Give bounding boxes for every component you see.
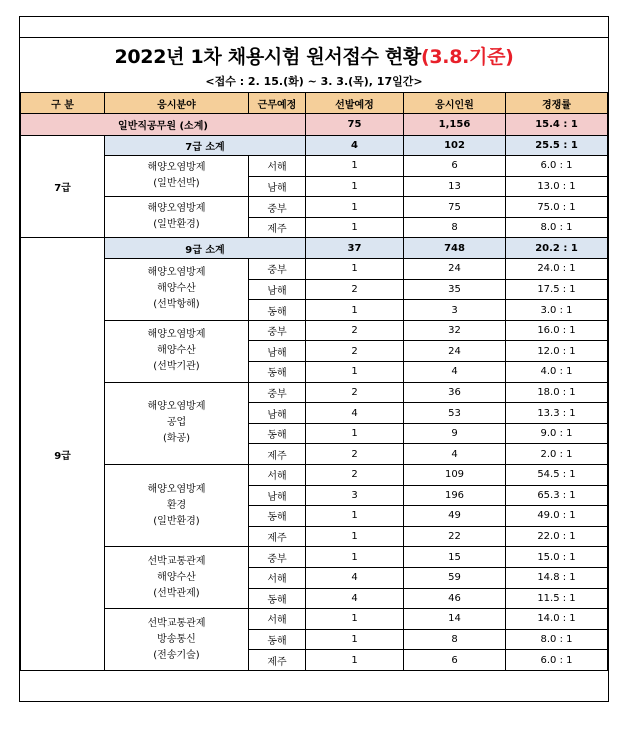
field-name-line: (일반환경) <box>153 515 200 527</box>
applicants-cell: 15 <box>404 547 506 568</box>
quota-cell: 2 <box>306 444 404 465</box>
applicants-cell: 8 <box>404 217 506 238</box>
region-cell: 동해 <box>249 362 306 383</box>
quota-cell: 1 <box>306 259 404 280</box>
table-row <box>21 259 608 280</box>
field-name-line: (화공) <box>162 433 191 445</box>
table-row <box>21 197 608 218</box>
total-quota: 75 <box>306 114 404 136</box>
applicants-cell: 49 <box>404 506 506 527</box>
ratio-cell: 8.0 : 1 <box>506 217 608 238</box>
applicants-cell: 14 <box>404 609 506 630</box>
grade7-subtotal-applicants: 102 <box>404 135 506 156</box>
quota-cell: 1 <box>306 609 404 630</box>
quota-cell: 1 <box>306 650 404 671</box>
ratio-cell: 13.0 : 1 <box>506 176 608 197</box>
field-name-line: (선박관제) <box>153 587 200 599</box>
grade9-subtotal-applicants: 748 <box>404 238 506 259</box>
field-name-line: 방송통신 <box>157 633 196 645</box>
applicants-cell: 3 <box>404 300 506 321</box>
ratio-cell: 8.0 : 1 <box>506 629 608 650</box>
field-name-line: (전송기술) <box>153 649 200 661</box>
grade9-subtotal-quota: 37 <box>306 238 404 259</box>
grade7-subtotal-ratio: 25.5 : 1 <box>506 135 608 156</box>
quota-cell: 1 <box>306 156 404 177</box>
region-cell: 제주 <box>249 217 306 238</box>
table-row <box>21 609 608 630</box>
grade9-label: 9급 <box>21 238 105 670</box>
applicants-cell: 35 <box>404 279 506 300</box>
field-name-cell <box>105 547 249 609</box>
ratio-cell: 24.0 : 1 <box>506 259 608 280</box>
ratio-cell: 22.0 : 1 <box>506 526 608 547</box>
region-cell: 동해 <box>249 629 306 650</box>
field-name-line: 선박교통관제 <box>147 555 206 567</box>
field-name-cell <box>105 320 249 382</box>
field-name-line: 해양오염방제 <box>147 162 206 174</box>
grade7-subtotal-quota: 4 <box>306 135 404 156</box>
field-name-cell <box>105 382 249 464</box>
field-name-line: (선박항해) <box>153 299 200 311</box>
field-name-line: 선박교통관제 <box>147 617 206 629</box>
field-name-line: (선박기관) <box>153 361 200 373</box>
applicants-cell: 59 <box>404 567 506 588</box>
region-cell: 남해 <box>249 341 306 362</box>
header-quota: 선발예정 <box>306 93 404 114</box>
region-cell: 동해 <box>249 423 306 444</box>
field-name-cell <box>105 259 249 321</box>
header-ratio: 경쟁률 <box>506 93 608 114</box>
quota-cell: 2 <box>306 320 404 341</box>
field-name-line: 해양오염방제 <box>147 401 206 413</box>
region-cell: 중부 <box>249 382 306 403</box>
applicants-cell: 75 <box>404 197 506 218</box>
grade9-subtotal-label: 9급 소계 <box>105 238 306 259</box>
ratio-cell: 11.5 : 1 <box>506 588 608 609</box>
ratio-cell: 6.0 : 1 <box>506 156 608 177</box>
region-cell: 중부 <box>249 197 306 218</box>
region-cell: 남해 <box>249 485 306 506</box>
ratio-cell: 3.0 : 1 <box>506 300 608 321</box>
applicants-cell: 4 <box>404 444 506 465</box>
field-name-cell <box>105 197 249 238</box>
quota-cell: 2 <box>306 279 404 300</box>
total-applicants: 1,156 <box>404 114 506 136</box>
region-cell: 서해 <box>249 609 306 630</box>
quota-cell: 4 <box>306 588 404 609</box>
field-name-line: 환경 <box>166 499 187 511</box>
region-cell: 제주 <box>249 526 306 547</box>
quota-cell: 1 <box>306 362 404 383</box>
ratio-cell: 6.0 : 1 <box>506 650 608 671</box>
quota-cell: 4 <box>306 403 404 424</box>
total-row <box>21 114 608 136</box>
region-cell: 중부 <box>249 320 306 341</box>
quota-cell: 2 <box>306 382 404 403</box>
field-name-cell <box>105 465 249 547</box>
quota-cell: 2 <box>306 341 404 362</box>
applicants-cell: 36 <box>404 382 506 403</box>
applicants-cell: 8 <box>404 629 506 650</box>
ratio-cell: 15.0 : 1 <box>506 547 608 568</box>
grade9-subtotal-row <box>21 238 608 259</box>
ratio-cell: 14.8 : 1 <box>506 567 608 588</box>
quota-cell: 1 <box>306 176 404 197</box>
grade7-subtotal-label: 7급 소계 <box>105 135 306 156</box>
field-name-cell <box>105 609 249 671</box>
quota-cell: 1 <box>306 547 404 568</box>
document-frame <box>19 16 609 702</box>
region-cell: 중부 <box>249 259 306 280</box>
field-name-line: 해양수산 <box>157 571 196 583</box>
ratio-cell: 54.5 : 1 <box>506 465 608 486</box>
quota-cell: 4 <box>306 567 404 588</box>
grade7-subtotal-row <box>21 135 608 156</box>
field-name-line: (일반선박) <box>153 178 200 190</box>
applicants-cell: 4 <box>404 362 506 383</box>
header-workplace: 근무예정 <box>249 93 306 114</box>
ratio-cell: 18.0 : 1 <box>506 382 608 403</box>
grade9-subtotal-ratio: 20.2 : 1 <box>506 238 608 259</box>
applicants-cell: 6 <box>404 650 506 671</box>
total-ratio: 15.4 : 1 <box>506 114 608 136</box>
field-name-line: (일반환경) <box>153 219 200 231</box>
quota-cell: 1 <box>306 217 404 238</box>
applicants-cell: 32 <box>404 320 506 341</box>
applicants-cell: 9 <box>404 423 506 444</box>
top-margin-row <box>20 17 608 38</box>
ratio-cell: 9.0 : 1 <box>506 423 608 444</box>
region-cell: 제주 <box>249 444 306 465</box>
total-label: 일반직공무원 (소계) <box>21 114 306 136</box>
region-cell: 동해 <box>249 506 306 527</box>
field-name-line: 해양오염방제 <box>147 203 206 215</box>
quota-cell: 1 <box>306 423 404 444</box>
table-row <box>21 547 608 568</box>
title-date-highlight: (3.8.기준) <box>420 46 514 68</box>
quota-cell: 2 <box>306 465 404 486</box>
region-cell: 서해 <box>249 567 306 588</box>
ratio-cell: 75.0 : 1 <box>506 197 608 218</box>
ratio-cell: 17.5 : 1 <box>506 279 608 300</box>
ratio-cell: 4.0 : 1 <box>506 362 608 383</box>
ratio-cell: 2.0 : 1 <box>506 444 608 465</box>
quota-cell: 1 <box>306 526 404 547</box>
applicants-cell: 13 <box>404 176 506 197</box>
applicants-cell: 24 <box>404 341 506 362</box>
ratio-cell: 14.0 : 1 <box>506 609 608 630</box>
table-row <box>21 156 608 177</box>
page-title <box>20 42 608 69</box>
region-cell: 남해 <box>249 176 306 197</box>
applicants-cell: 24 <box>404 259 506 280</box>
header-category: 구 분 <box>21 93 105 114</box>
ratio-cell: 49.0 : 1 <box>506 506 608 527</box>
field-name-line: 해양오염방제 <box>147 329 206 341</box>
ratio-cell: 12.0 : 1 <box>506 341 608 362</box>
field-name-line: 공업 <box>166 417 187 429</box>
header-field: 응시분야 <box>105 93 249 114</box>
header-row <box>21 93 608 114</box>
applicants-cell: 196 <box>404 485 506 506</box>
quota-cell: 1 <box>306 300 404 321</box>
region-cell: 남해 <box>249 279 306 300</box>
applicants-cell: 109 <box>404 465 506 486</box>
region-cell: 동해 <box>249 588 306 609</box>
ratio-cell: 13.3 : 1 <box>506 403 608 424</box>
table-row <box>21 465 608 486</box>
ratio-cell: 65.3 : 1 <box>506 485 608 506</box>
applicants-cell: 22 <box>404 526 506 547</box>
header-applicants: 응시인원 <box>404 93 506 114</box>
applicants-cell: 53 <box>404 403 506 424</box>
table-row <box>21 320 608 341</box>
region-cell: 서해 <box>249 465 306 486</box>
region-cell: 남해 <box>249 403 306 424</box>
region-cell: 동해 <box>249 300 306 321</box>
region-cell: 중부 <box>249 547 306 568</box>
applicant-status-table <box>20 92 608 671</box>
quota-cell: 1 <box>306 506 404 527</box>
region-cell: 제주 <box>249 650 306 671</box>
field-name-cell <box>105 156 249 197</box>
field-name-line: 해양오염방제 <box>147 267 206 279</box>
applicants-cell: 6 <box>404 156 506 177</box>
grade7-label: 7급 <box>21 135 105 238</box>
field-name-line: 해양수산 <box>157 345 196 357</box>
quota-cell: 1 <box>306 197 404 218</box>
quota-cell: 1 <box>306 629 404 650</box>
region-cell: 서해 <box>249 156 306 177</box>
title-main: 2022년 1차 채용시험 원서접수 현황 <box>114 46 421 68</box>
ratio-cell: 16.0 : 1 <box>506 320 608 341</box>
field-name-line: 해양오염방제 <box>147 483 206 495</box>
applicants-cell: 46 <box>404 588 506 609</box>
application-period: <접수 : 2. 15.(화) ~ 3. 3.(목), 17일간> <box>205 75 423 88</box>
table-row <box>21 382 608 403</box>
quota-cell: 3 <box>306 485 404 506</box>
field-name-line: 해양수산 <box>157 283 196 295</box>
